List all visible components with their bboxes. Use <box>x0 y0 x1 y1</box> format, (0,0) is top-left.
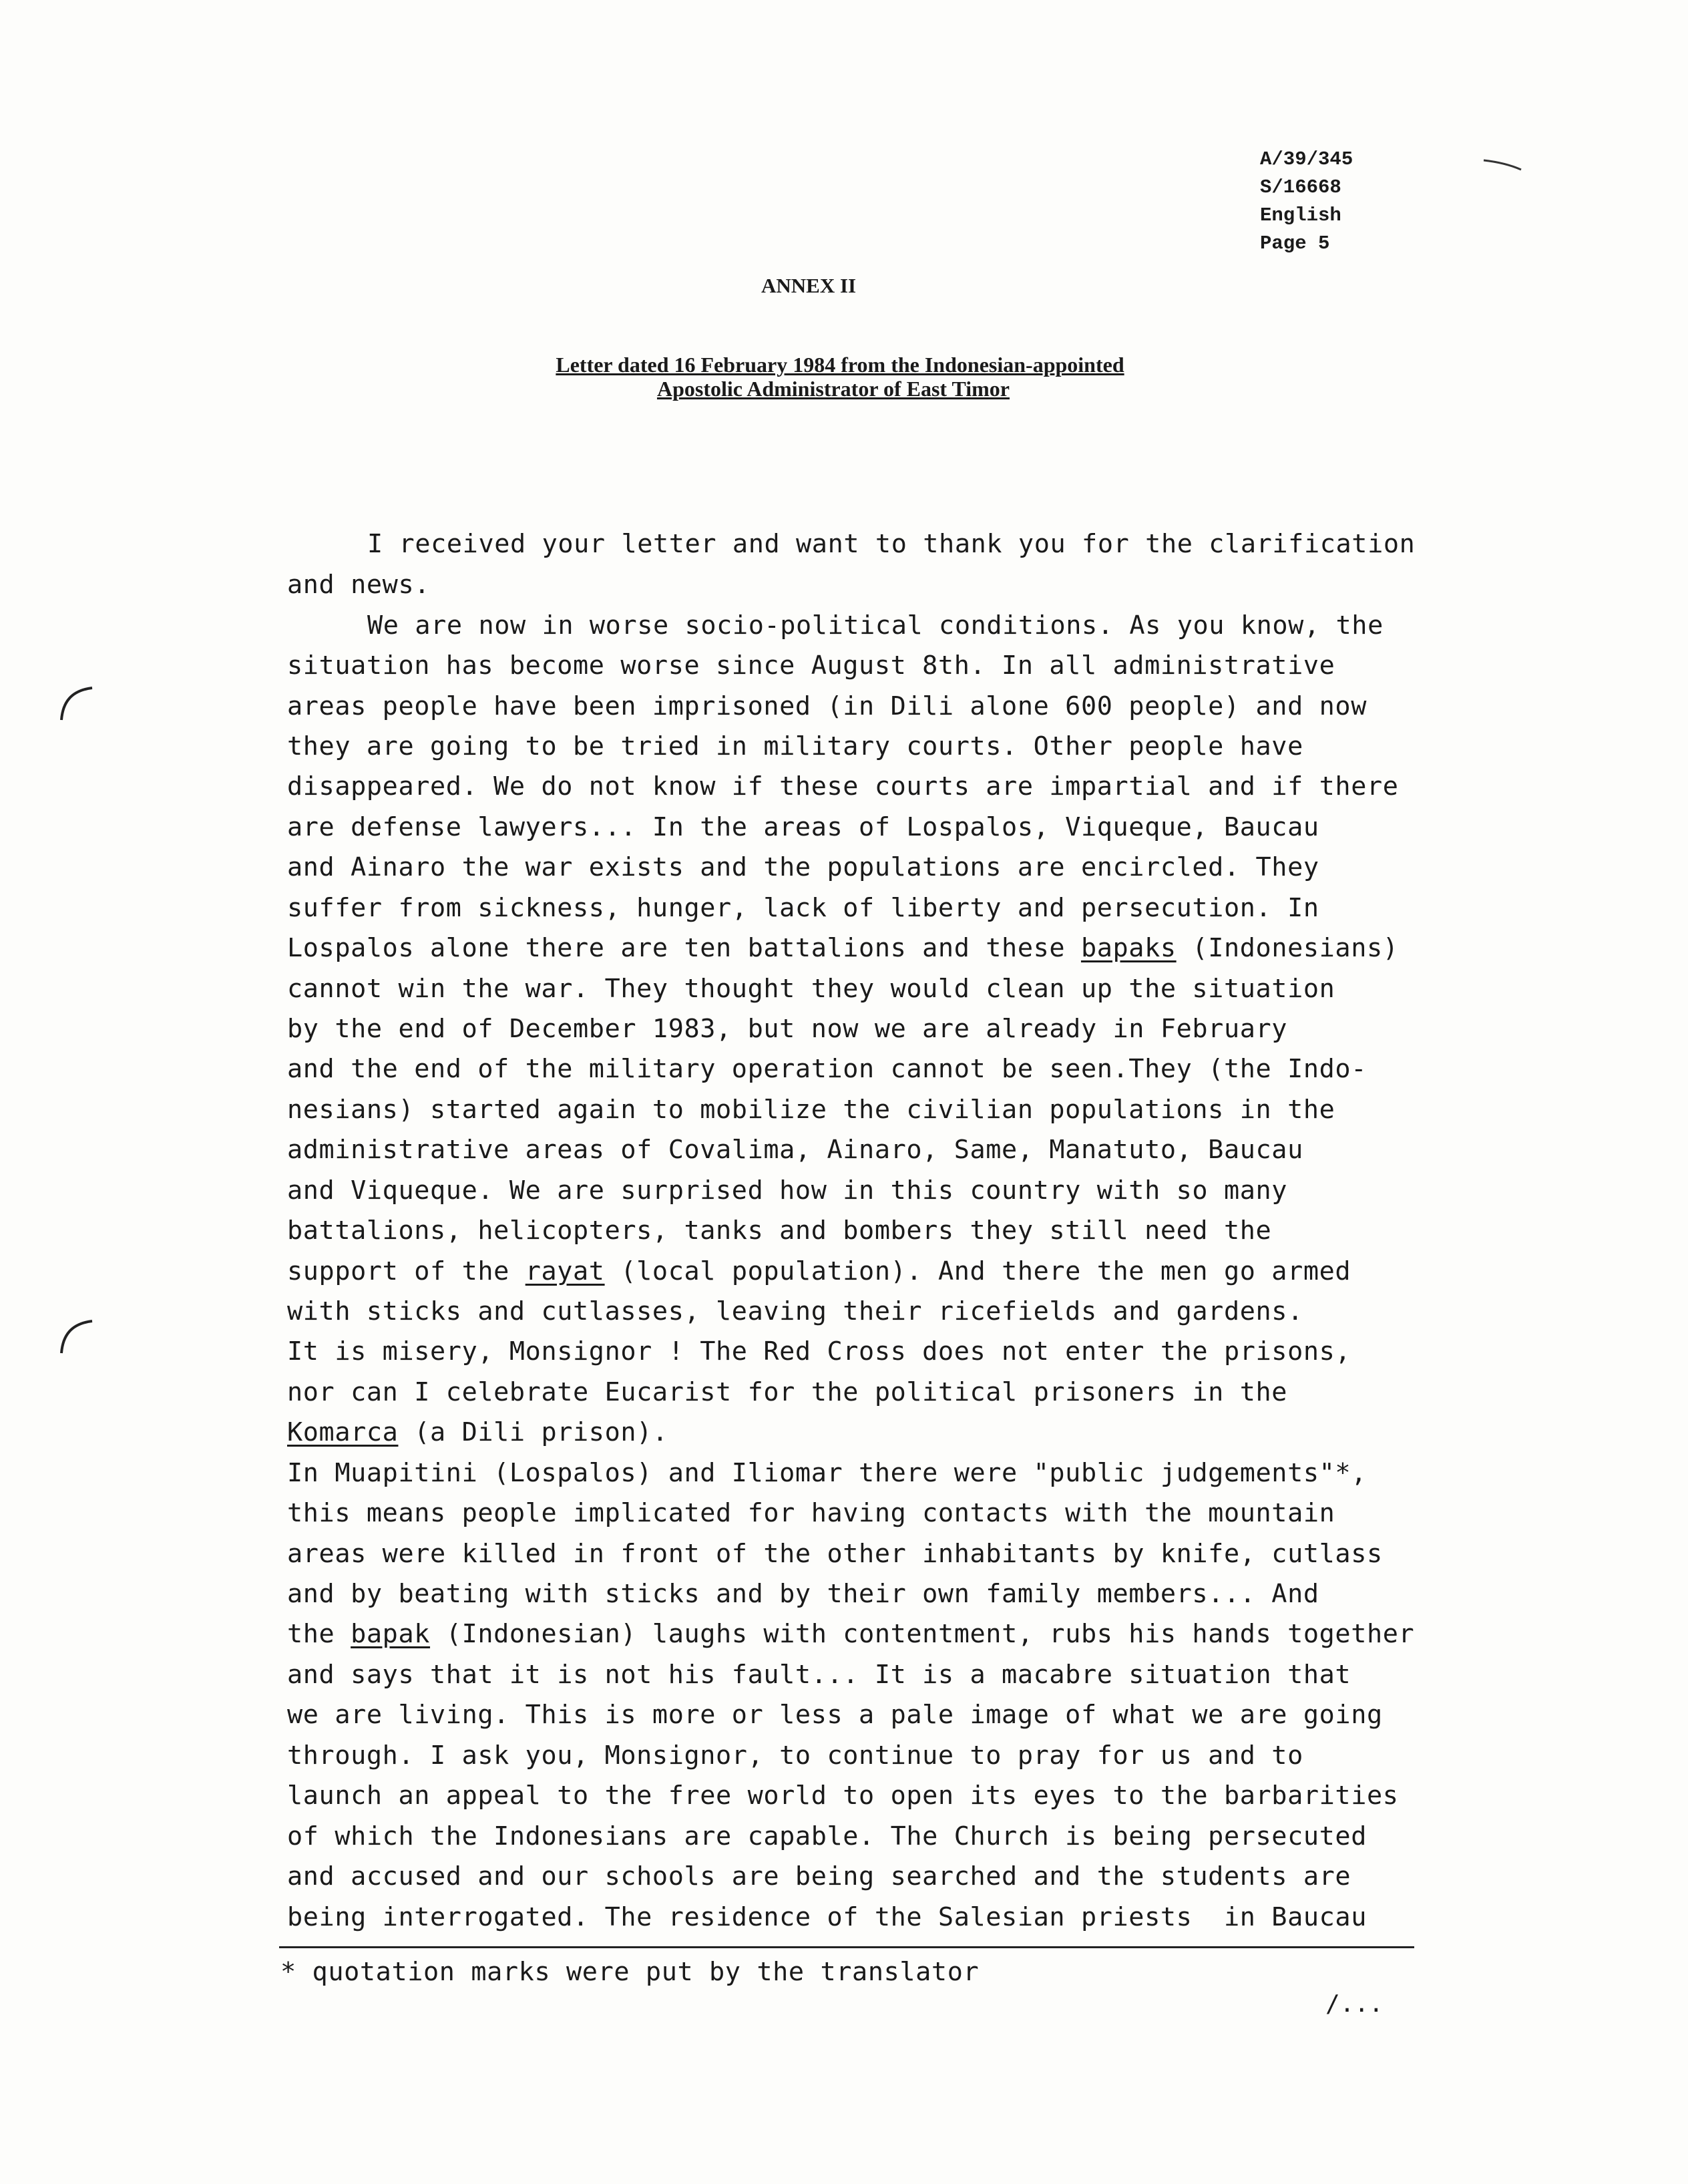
document-symbol <box>1260 146 1353 258</box>
body-line: situation has become worse since August 8th. In all administrative <box>287 651 1335 681</box>
footnote-separator <box>279 1946 1414 1948</box>
body-line: disappeared. We do not know if these courts are impartial and if there <box>287 771 1399 801</box>
symbol-s: S/16668 <box>1260 176 1341 198</box>
text-run: the <box>287 1619 351 1649</box>
body-line: and Ainaro the war exists and the populations are encircled. They <box>287 852 1319 882</box>
body-line: administrative areas of Covalima, Ainaro, Same, Manatuto, Baucau <box>287 1135 1303 1165</box>
body-line: nor can I celebrate Eucarist for the political prisoners in the <box>287 1377 1288 1407</box>
body-line: and by beating with sticks and by their own family members... And <box>287 1579 1319 1609</box>
language-label: English <box>1260 204 1341 226</box>
body-line <box>287 935 1399 962</box>
body-line: being interrogated. The residence of the Salesian priests in Baucau <box>287 1902 1367 1932</box>
body-line: with sticks and cutlasses, leaving their ricefields and gardens. <box>287 1296 1303 1326</box>
body-line: and news. <box>287 570 431 600</box>
text-run: Lospalos alone there are ten battalions and these <box>287 933 1081 963</box>
body-line: suffer from sickness, hunger, lack of liberty and persecution. In <box>287 893 1319 923</box>
body-line: they are going to be tried in military courts. Other people have <box>287 731 1303 761</box>
margin-mark-1 <box>56 676 96 723</box>
body-line <box>287 1621 1414 1648</box>
text-run: (local population). And there the men go armed <box>604 1256 1351 1286</box>
body-line: In Muapitini (Lospalos) and Iliomar there were "public judgements"*, <box>287 1458 1367 1488</box>
text-run: support of the <box>287 1256 525 1286</box>
margin-mark-2 <box>56 1309 96 1356</box>
body-line: and says that it is not his fault... It is a macabre situation that <box>287 1660 1351 1690</box>
letter-title-line-1: Letter dated 16 February 1984 from the Indonesian-appointed <box>556 353 1124 377</box>
body-line: areas were killed in front of the other inhabitants by knife, cutlass <box>287 1539 1383 1569</box>
body-line <box>287 1419 668 1446</box>
body-line: and accused and our schools are being searched and the students are <box>287 1861 1351 1891</box>
text-run: (Indonesian) laughs with contentment, rubs his hands together <box>430 1619 1415 1649</box>
body-line: this means people implicated for having contacts with the mountain <box>287 1498 1335 1528</box>
footnote: * quotation marks were put by the translator <box>280 1957 980 1987</box>
body-line: and the end of the military operation cannot be seen.They (the Indo- <box>287 1054 1367 1084</box>
underlined-term: rayat <box>525 1256 605 1286</box>
page-number: Page 5 <box>1260 232 1330 254</box>
body-line <box>287 1258 1351 1285</box>
body-line: I received your letter and want to thank you for the clarification <box>367 529 1416 559</box>
body-line: of which the Indonesians are capable. The Church is being persecuted <box>287 1821 1367 1851</box>
continued-marker: /... <box>1325 1990 1384 2018</box>
corner-mark <box>1482 158 1522 174</box>
body-line: It is misery, Monsignor ! The Red Cross does not enter the prisons, <box>287 1336 1351 1367</box>
letter-title-line-2: Apostolic Administrator of East Timor <box>656 377 1010 401</box>
body-line: We are now in worse socio-political conditions. As you know, the <box>367 610 1384 641</box>
body-line: cannot win the war. They thought they would clean up the situation <box>287 974 1335 1004</box>
body-line: launch an appeal to the free world to open its eyes to the barbarities <box>287 1781 1399 1811</box>
underlined-term: bapak <box>351 1619 431 1649</box>
body-line: battalions, helicopters, tanks and bombers they still need the <box>287 1216 1272 1246</box>
body-line: by the end of December 1983, but now we are already in February <box>287 1014 1288 1044</box>
body-line: through. I ask you, Monsignor, to continue to pray for us and to <box>287 1741 1303 1771</box>
symbol-a: A/39/345 <box>1260 148 1353 170</box>
text-run: (a Dili prison). <box>398 1417 668 1447</box>
body-line: are defense lawyers... In the areas of Lospalos, Viqueque, Baucau <box>287 812 1319 842</box>
body-line: and Viqueque. We are surprised how in this country with so many <box>287 1175 1288 1206</box>
underlined-term: Komarca <box>287 1417 399 1447</box>
body-line: we are living. This is more or less a pale image of what we are going <box>287 1700 1383 1730</box>
body-line: areas people have been imprisoned (in Dili alone 600 people) and now <box>287 691 1367 721</box>
underlined-term: bapaks <box>1080 933 1177 963</box>
body-line: nesians) started again to mobilize the civilian populations in the <box>287 1095 1335 1125</box>
annex-title: ANNEX II <box>761 274 857 297</box>
text-run: (Indonesians) <box>1176 933 1399 963</box>
